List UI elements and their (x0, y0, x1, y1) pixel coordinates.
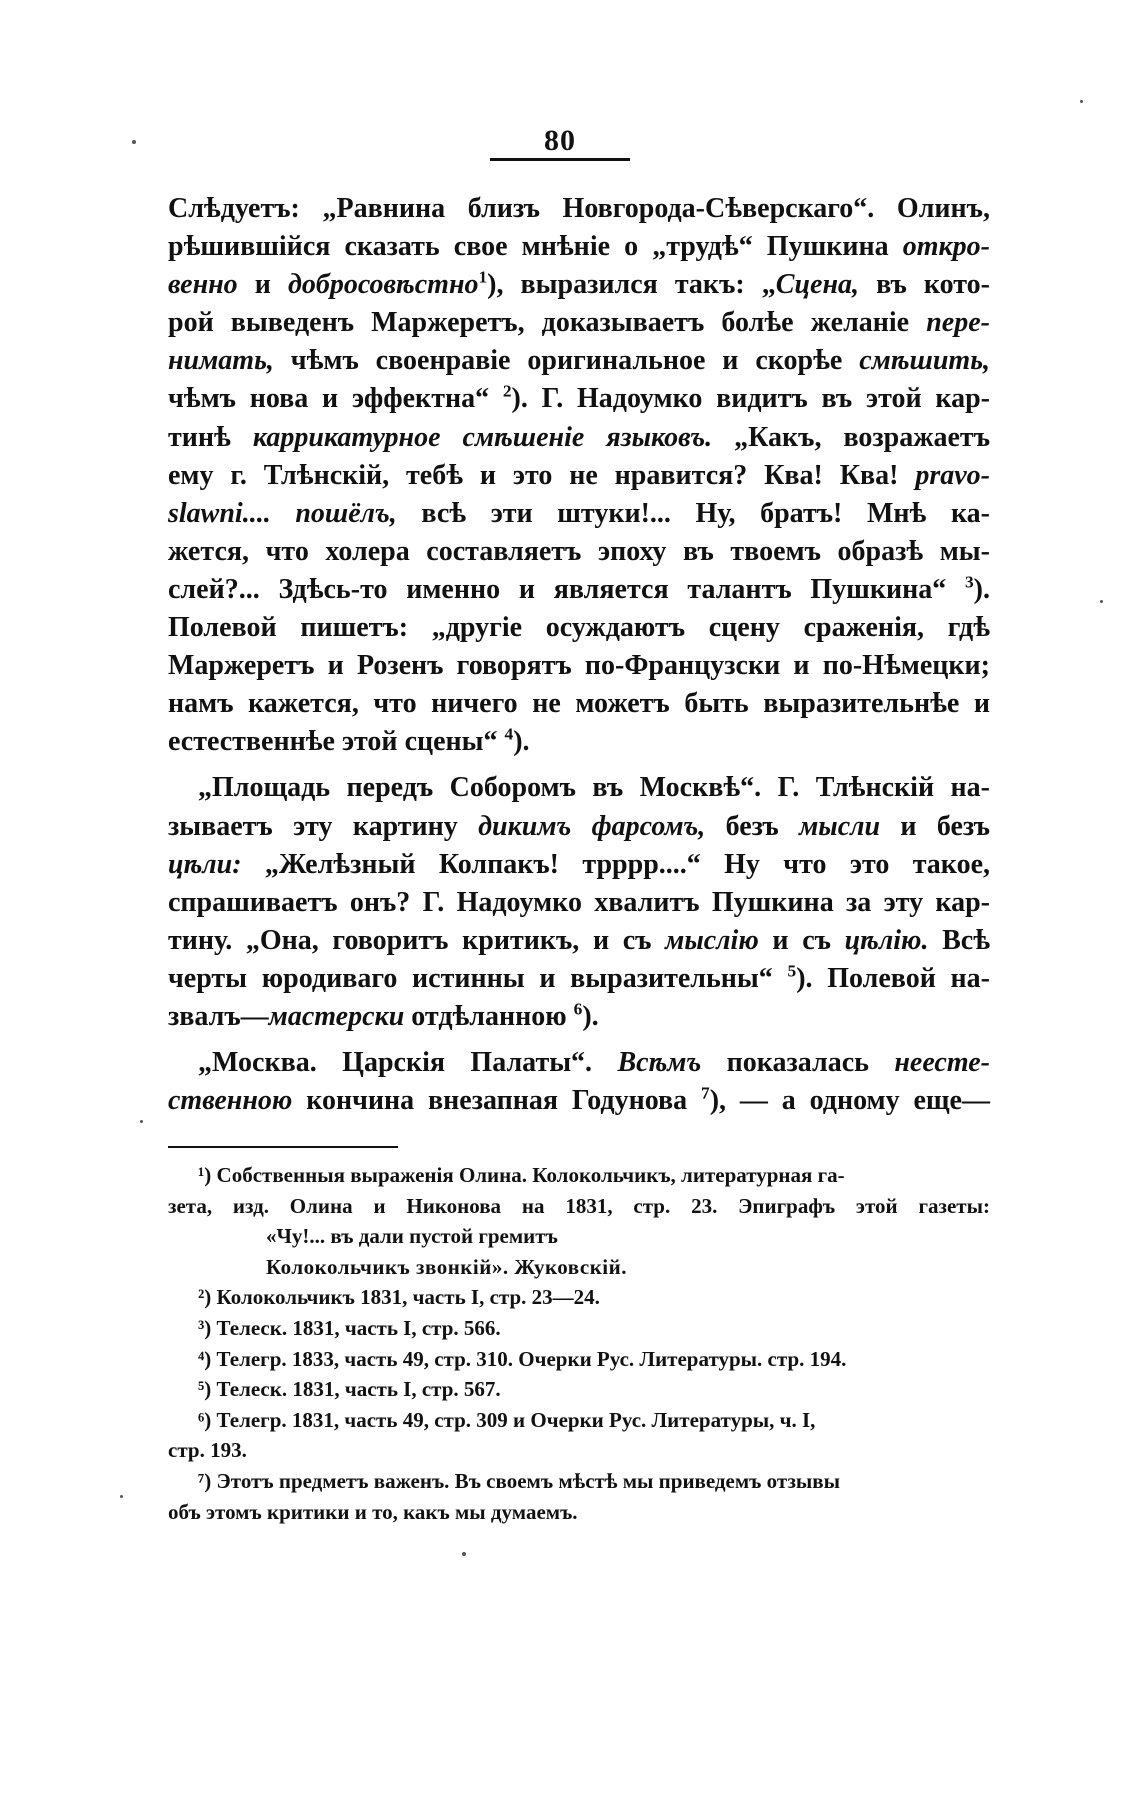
footnote-line: «Чу!... въ дали пустой гремитъ (266, 1224, 558, 1249)
text-run: „Какъ, возражаетъ (712, 421, 991, 453)
italic-text: неесте- (894, 1047, 990, 1079)
footnote-ref: 2 (502, 382, 512, 402)
footnote-ref: 7 (701, 1083, 710, 1103)
text-run: Маржеретъ и Розенъ говорятъ по-Французски и по-Нѣмецки; (168, 650, 990, 682)
text-line (168, 342, 990, 380)
paragraph-gap (168, 1036, 990, 1044)
text-run: ). (582, 1000, 599, 1032)
text-run: безъ (705, 810, 800, 842)
page-number: 80 (544, 124, 576, 157)
text-run: ), выразился такъ: „ (487, 269, 776, 301)
text-run: рѣшившійся сказать свое мнѣніе о „трудѣ“ Пушкина (168, 231, 903, 263)
text-line (168, 960, 990, 998)
footnote-line: зета, изд. Олина и Никонова на 1831, стр. 23. Эпиграфъ этой газеты: (168, 1193, 990, 1218)
text-run: отдѣланною (404, 1000, 574, 1032)
footnote-line: ²) Колокольчикъ 1831, часть I, стр. 23—24. (198, 1285, 600, 1310)
footnote-line: ⁶) Телегр. 1831, часть 49, стр. 309 и Очерки Рус. Литературы, ч. I, (198, 1407, 816, 1432)
text-run: Слѣдуетъ: „Равнина близъ Новгорода-Сѣверскаго“. Олинъ, (168, 193, 990, 224)
text-run: ). Г. Надоумко видитъ въ этой кар- (511, 383, 990, 415)
text-line (168, 609, 990, 647)
text-line (168, 457, 990, 495)
footnote-line: ¹) Собственныя выраженія Олина. Колокольчикъ, литературная га- (198, 1163, 845, 1187)
text-line (168, 380, 990, 418)
italic-text: дикимъ фарсомъ, (478, 810, 706, 842)
print-speck (462, 1552, 466, 1556)
italic-text: slawni.... пошёлъ, (168, 497, 397, 529)
text-run: ). (973, 573, 990, 605)
text-run: чѣмъ своенравіе оригинальное и скорѣе (273, 345, 860, 377)
text-run: слей?... Здѣсь-то именно и является талантъ Пушкина“ (168, 573, 965, 605)
footnote-ref: 1 (478, 267, 488, 287)
print-speck (132, 140, 136, 144)
footnote-ref: 3 (964, 572, 974, 592)
page-number-rule (490, 158, 630, 161)
footnote-ref: 6 (573, 999, 583, 1019)
text-line (168, 571, 990, 609)
text-line (168, 419, 990, 457)
text-run: звалъ— (168, 1000, 269, 1032)
text-run: кончина внезапная Годунова (292, 1085, 701, 1117)
print-speck (120, 1495, 123, 1498)
text-line (168, 922, 990, 960)
footnote-line: стр. 193. (168, 1438, 247, 1463)
text-run: рой выведенъ Маржеретъ, доказываетъ болѣе желаніе (168, 307, 927, 339)
text-line (168, 266, 990, 304)
text-run: естественнѣе этой сцены“ (168, 726, 505, 758)
text-run: Всѣ (928, 924, 991, 956)
italic-text: откро- (902, 231, 990, 263)
text-run: спрашиваетъ онъ? Г. Надоумко хвалитъ Пушкина за эту кар- (168, 886, 990, 918)
footnotes (168, 1160, 990, 1527)
print-speck (1100, 600, 1103, 603)
text-run: ). (513, 726, 530, 758)
text-line (168, 846, 990, 884)
footnote-line: объ этомъ критики и то, какъ мы думаемъ. (168, 1499, 578, 1524)
text-run: „Желѣзный Колпакъ! трррр....“ Ну что это такое, (241, 848, 990, 880)
text-run: и безъ (880, 810, 990, 842)
footnote-separator (168, 1146, 398, 1148)
italic-text: нимать, (168, 345, 274, 377)
text-line (168, 808, 990, 846)
print-speck (1080, 100, 1083, 103)
text-line (168, 884, 990, 922)
text-run: „Москва. Царскія Палаты“. (198, 1047, 618, 1079)
footnote-line: ⁴) Телегр. 1833, часть 49, стр. 310. Очерки Рус. Литературы. стр. 194. (198, 1346, 847, 1371)
text-run: черты юродиваго истинны и выразительны“ (168, 962, 788, 994)
footnote-line: ⁷) Этотъ предметъ важенъ. Въ своемъ мѣстѣ мы приведемъ отзывы (198, 1468, 841, 1493)
text-run: жется, что холера составляетъ эпоху въ твоемъ образѣ мы- (168, 535, 990, 567)
text-run: Полевой пишетъ: „другіе осуждаютъ сцену сраженія, гдѣ (168, 612, 990, 644)
italic-text: цѣлію. (844, 924, 929, 956)
text-run: тину. „Она, говоритъ критикъ, и съ (168, 924, 666, 956)
text-line (168, 723, 990, 761)
print-speck (140, 1120, 143, 1123)
paragraph-gap (168, 761, 990, 769)
text-run: въ кото- (859, 269, 990, 301)
italic-text: Сцена, (775, 269, 860, 301)
footnote-line: Колокольчикъ звонкій». Жуковскій. (266, 1254, 627, 1279)
italic-text: Всѣмъ (617, 1047, 702, 1079)
italic-text: мыслію (665, 924, 759, 956)
text-run: и (237, 269, 288, 301)
text-run: ), — а одному еще— (709, 1085, 990, 1117)
text-run: ). Полевой на- (796, 962, 990, 994)
text-line (168, 533, 990, 571)
italic-text: добросовѣстно (287, 269, 479, 301)
body-text (168, 190, 990, 1120)
italic-text: мысли (799, 810, 881, 842)
text-line (168, 685, 990, 723)
text-line (168, 495, 990, 533)
text-line (168, 769, 990, 807)
text-line (168, 998, 990, 1036)
text-line (168, 1044, 990, 1082)
footnote-line: ³) Телеск. 1831, часть I, стр. 566. (198, 1315, 501, 1340)
text-run: чѣмъ нова и эффектна“ (168, 383, 503, 415)
footnote-line: ⁵) Телеск. 1831, часть I, стр. 567. (198, 1377, 501, 1402)
italic-text: pravo- (915, 459, 990, 491)
text-line (168, 1082, 990, 1120)
text-run: и съ (758, 924, 845, 956)
italic-text: пере- (926, 307, 990, 339)
text-run: „Площадь передъ Соборомъ въ Москвѣ“. Г. Тлѣнскій на- (198, 772, 990, 804)
text-line (168, 647, 990, 685)
italic-text: мастерски (268, 1000, 405, 1032)
text-run: ему г. Тлѣнскій, тебѣ и это не нравится? Ква! Ква! (168, 459, 916, 491)
footnote-ref: 5 (787, 961, 797, 981)
text-line (168, 228, 990, 266)
italic-text: венно (168, 269, 238, 301)
text-line (168, 190, 990, 228)
italic-text: ственною (168, 1085, 293, 1117)
italic-text: смѣшить, (859, 345, 990, 377)
italic-text: каррикатурное смѣшеніе языковъ. (252, 421, 713, 453)
text-run: показалась (701, 1047, 895, 1079)
text-run: намъ кажется, что ничего не можетъ быть выразительнѣе и (168, 688, 990, 720)
text-run: зываетъ эту картину (168, 810, 479, 842)
text-run: тинѣ (168, 421, 253, 453)
footnote-ref: 4 (504, 724, 514, 744)
text-line (168, 304, 990, 342)
text-run: всѣ эти штуки!... Ну, братъ! Мнѣ ка- (396, 497, 990, 529)
italic-text: цѣли: (168, 848, 242, 880)
